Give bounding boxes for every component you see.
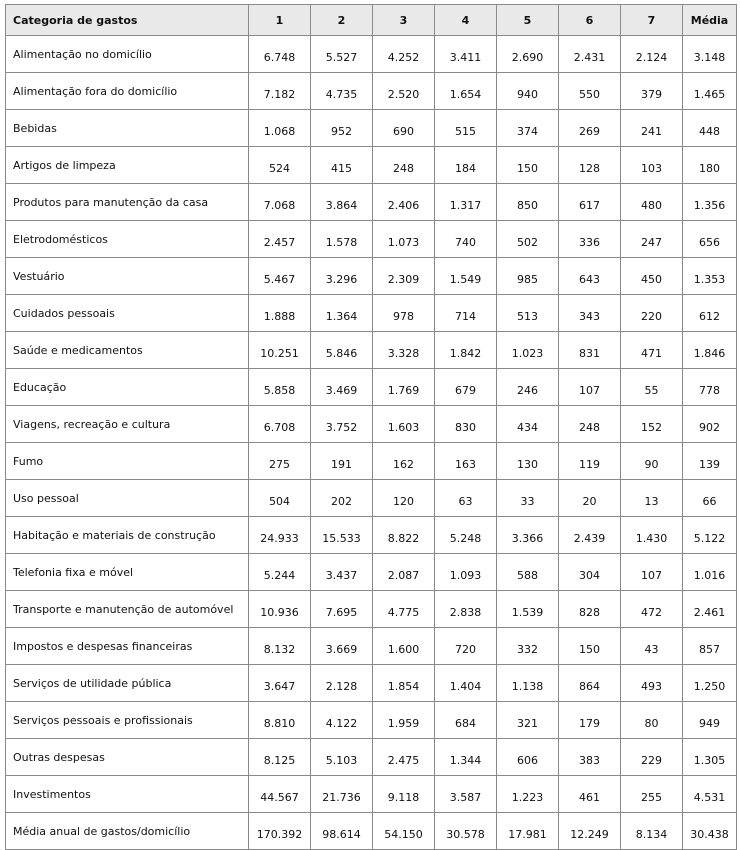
value-cell: 588: [497, 554, 559, 591]
category-cell: Serviços pessoais e profissionais: [6, 702, 249, 739]
table-row: [6, 332, 737, 369]
value-cell: 7.068: [249, 184, 311, 221]
column-header-group-1: 1: [249, 5, 311, 36]
value-cell: 940: [497, 73, 559, 110]
value-cell: 33: [497, 480, 559, 517]
value-cell: 3.437: [311, 554, 373, 591]
value-cell: 524: [249, 147, 311, 184]
category-cell: Outras despesas: [6, 739, 249, 776]
value-cell: 5.467: [249, 258, 311, 295]
value-cell: 30.438: [683, 813, 737, 850]
value-cell: 98.614: [311, 813, 373, 850]
value-cell: 90: [621, 443, 683, 480]
table-row: [6, 221, 737, 258]
value-cell: 107: [559, 369, 621, 406]
value-cell: 1.068: [249, 110, 311, 147]
value-cell: 6.748: [249, 36, 311, 73]
value-cell: 8.132: [249, 628, 311, 665]
value-cell: 1.138: [497, 665, 559, 702]
value-cell: 720: [435, 628, 497, 665]
value-cell: 1.842: [435, 332, 497, 369]
value-cell: 550: [559, 73, 621, 110]
value-cell: 1.430: [621, 517, 683, 554]
value-cell: 229: [621, 739, 683, 776]
value-cell: 12.249: [559, 813, 621, 850]
value-cell: 434: [497, 406, 559, 443]
value-cell: 513: [497, 295, 559, 332]
category-cell: Saúde e medicamentos: [6, 332, 249, 369]
category-cell: Investimentos: [6, 776, 249, 813]
value-cell: 269: [559, 110, 621, 147]
category-cell: Eletrodomésticos: [6, 221, 249, 258]
value-cell: 184: [435, 147, 497, 184]
value-cell: 1.888: [249, 295, 311, 332]
value-cell: 5.858: [249, 369, 311, 406]
value-cell: 275: [249, 443, 311, 480]
category-cell: Alimentação no domicílio: [6, 36, 249, 73]
column-header-group-7: 7: [621, 5, 683, 36]
value-cell: 1.344: [435, 739, 497, 776]
table-row: [6, 776, 737, 813]
value-cell: 4.252: [373, 36, 435, 73]
category-cell: Telefonia fixa e móvel: [6, 554, 249, 591]
value-cell: 8.134: [621, 813, 683, 850]
value-cell: 448: [683, 110, 737, 147]
value-cell: 415: [311, 147, 373, 184]
value-cell: 20: [559, 480, 621, 517]
column-header-group-6: 6: [559, 5, 621, 36]
value-cell: 2.406: [373, 184, 435, 221]
value-cell: 139: [683, 443, 737, 480]
table-row: [6, 258, 737, 295]
value-cell: 66: [683, 480, 737, 517]
value-cell: 1.250: [683, 665, 737, 702]
value-cell: 2.461: [683, 591, 737, 628]
category-cell: Fumo: [6, 443, 249, 480]
value-cell: 714: [435, 295, 497, 332]
value-cell: 480: [621, 184, 683, 221]
table-row: [6, 110, 737, 147]
value-cell: 1.023: [497, 332, 559, 369]
value-cell: 1.073: [373, 221, 435, 258]
value-cell: 4.775: [373, 591, 435, 628]
value-cell: 152: [621, 406, 683, 443]
value-cell: 170.392: [249, 813, 311, 850]
value-cell: 3.647: [249, 665, 311, 702]
value-cell: 3.148: [683, 36, 737, 73]
value-cell: 150: [559, 628, 621, 665]
value-cell: 13: [621, 480, 683, 517]
value-cell: 617: [559, 184, 621, 221]
value-cell: 1.093: [435, 554, 497, 591]
value-cell: 2.309: [373, 258, 435, 295]
column-header-group-3: 3: [373, 5, 435, 36]
value-cell: 304: [559, 554, 621, 591]
value-cell: 321: [497, 702, 559, 739]
category-cell: Educação: [6, 369, 249, 406]
value-cell: 9.118: [373, 776, 435, 813]
table-row: [6, 406, 737, 443]
column-header-group-4: 4: [435, 5, 497, 36]
value-cell: 1.578: [311, 221, 373, 258]
value-cell: 5.122: [683, 517, 737, 554]
value-cell: 7.695: [311, 591, 373, 628]
value-cell: 10.251: [249, 332, 311, 369]
value-cell: 4.531: [683, 776, 737, 813]
table-row-total: [6, 813, 737, 850]
value-cell: 2.128: [311, 665, 373, 702]
value-cell: 985: [497, 258, 559, 295]
column-header-group-2: 2: [311, 5, 373, 36]
category-cell: Bebidas: [6, 110, 249, 147]
value-cell: 1.016: [683, 554, 737, 591]
value-cell: 54.150: [373, 813, 435, 850]
value-cell: 1.539: [497, 591, 559, 628]
value-cell: 1.353: [683, 258, 737, 295]
value-cell: 472: [621, 591, 683, 628]
value-cell: 7.182: [249, 73, 311, 110]
table-row: [6, 184, 737, 221]
value-cell: 246: [497, 369, 559, 406]
value-cell: 248: [373, 147, 435, 184]
value-cell: 2.457: [249, 221, 311, 258]
value-cell: 850: [497, 184, 559, 221]
value-cell: 130: [497, 443, 559, 480]
value-cell: 902: [683, 406, 737, 443]
value-cell: 2.124: [621, 36, 683, 73]
table-row: [6, 480, 737, 517]
value-cell: 493: [621, 665, 683, 702]
value-cell: 379: [621, 73, 683, 110]
value-cell: 450: [621, 258, 683, 295]
value-cell: 163: [435, 443, 497, 480]
value-cell: 949: [683, 702, 737, 739]
value-cell: 612: [683, 295, 737, 332]
table-row: [6, 443, 737, 480]
value-cell: 103: [621, 147, 683, 184]
value-cell: 241: [621, 110, 683, 147]
value-cell: 6.708: [249, 406, 311, 443]
value-cell: 179: [559, 702, 621, 739]
value-cell: 3.328: [373, 332, 435, 369]
value-cell: 1.854: [373, 665, 435, 702]
value-cell: 5.527: [311, 36, 373, 73]
value-cell: 4.122: [311, 702, 373, 739]
value-cell: 1.364: [311, 295, 373, 332]
value-cell: 191: [311, 443, 373, 480]
table-row: [6, 36, 737, 73]
value-cell: 857: [683, 628, 737, 665]
value-cell: 1.305: [683, 739, 737, 776]
category-cell: Habitação e materiais de construção: [6, 517, 249, 554]
value-cell: 864: [559, 665, 621, 702]
value-cell: 3.366: [497, 517, 559, 554]
value-cell: 656: [683, 221, 737, 258]
value-cell: 4.735: [311, 73, 373, 110]
table-row: [6, 702, 737, 739]
value-cell: 952: [311, 110, 373, 147]
value-cell: 3.669: [311, 628, 373, 665]
value-cell: 606: [497, 739, 559, 776]
value-cell: 1.654: [435, 73, 497, 110]
value-cell: 128: [559, 147, 621, 184]
value-cell: 8.810: [249, 702, 311, 739]
value-cell: 107: [621, 554, 683, 591]
value-cell: 119: [559, 443, 621, 480]
value-cell: 2.087: [373, 554, 435, 591]
value-cell: 220: [621, 295, 683, 332]
value-cell: 830: [435, 406, 497, 443]
value-cell: 5.248: [435, 517, 497, 554]
value-cell: 43: [621, 628, 683, 665]
table-row: [6, 554, 737, 591]
value-cell: 8.822: [373, 517, 435, 554]
value-cell: 383: [559, 739, 621, 776]
value-cell: 3.587: [435, 776, 497, 813]
value-cell: 5.244: [249, 554, 311, 591]
value-cell: 831: [559, 332, 621, 369]
expenses-table: [5, 4, 737, 850]
value-cell: 24.933: [249, 517, 311, 554]
value-cell: 120: [373, 480, 435, 517]
value-cell: 248: [559, 406, 621, 443]
value-cell: 2.431: [559, 36, 621, 73]
value-cell: 55: [621, 369, 683, 406]
value-cell: 978: [373, 295, 435, 332]
value-cell: 471: [621, 332, 683, 369]
category-cell: Vestuário: [6, 258, 249, 295]
value-cell: 1.769: [373, 369, 435, 406]
value-cell: 255: [621, 776, 683, 813]
table-row: [6, 147, 737, 184]
value-cell: 5.103: [311, 739, 373, 776]
table-row: [6, 369, 737, 406]
value-cell: 461: [559, 776, 621, 813]
value-cell: 63: [435, 480, 497, 517]
value-cell: 2.475: [373, 739, 435, 776]
table-row: [6, 739, 737, 776]
category-cell: Artigos de limpeza: [6, 147, 249, 184]
table-row: [6, 665, 737, 702]
value-cell: 21.736: [311, 776, 373, 813]
value-cell: 3.864: [311, 184, 373, 221]
value-cell: 15.533: [311, 517, 373, 554]
value-cell: 2.439: [559, 517, 621, 554]
value-cell: 30.578: [435, 813, 497, 850]
category-cell: Viagens, recreação e cultura: [6, 406, 249, 443]
expenses-table-container: [5, 4, 736, 850]
value-cell: 374: [497, 110, 559, 147]
value-cell: 3.469: [311, 369, 373, 406]
value-cell: 80: [621, 702, 683, 739]
value-cell: 3.411: [435, 36, 497, 73]
value-cell: 3.752: [311, 406, 373, 443]
value-cell: 17.981: [497, 813, 559, 850]
category-cell: Cuidados pessoais: [6, 295, 249, 332]
table-row: [6, 591, 737, 628]
value-cell: 778: [683, 369, 737, 406]
value-cell: 3.296: [311, 258, 373, 295]
value-cell: 1.846: [683, 332, 737, 369]
category-cell: Serviços de utilidade pública: [6, 665, 249, 702]
value-cell: 1.465: [683, 73, 737, 110]
value-cell: 1.356: [683, 184, 737, 221]
value-cell: 202: [311, 480, 373, 517]
value-cell: 828: [559, 591, 621, 628]
value-cell: 180: [683, 147, 737, 184]
category-cell: Alimentação fora do domicílio: [6, 73, 249, 110]
value-cell: 2.520: [373, 73, 435, 110]
table-row: [6, 295, 737, 332]
table-row: [6, 73, 737, 110]
table-header-row: [6, 5, 737, 36]
value-cell: 44.567: [249, 776, 311, 813]
value-cell: 504: [249, 480, 311, 517]
table-row: [6, 517, 737, 554]
table-row: [6, 628, 737, 665]
value-cell: 740: [435, 221, 497, 258]
table-body: [6, 36, 737, 850]
value-cell: 1.317: [435, 184, 497, 221]
category-cell: Uso pessoal: [6, 480, 249, 517]
value-cell: 1.223: [497, 776, 559, 813]
column-header-group-5: 5: [497, 5, 559, 36]
value-cell: 343: [559, 295, 621, 332]
value-cell: 10.936: [249, 591, 311, 628]
value-cell: 1.959: [373, 702, 435, 739]
value-cell: 1.600: [373, 628, 435, 665]
value-cell: 332: [497, 628, 559, 665]
value-cell: 1.549: [435, 258, 497, 295]
value-cell: 150: [497, 147, 559, 184]
value-cell: 162: [373, 443, 435, 480]
value-cell: 1.603: [373, 406, 435, 443]
value-cell: 515: [435, 110, 497, 147]
value-cell: 247: [621, 221, 683, 258]
column-header-category: Categoria de gastos: [6, 5, 249, 36]
value-cell: 502: [497, 221, 559, 258]
value-cell: 8.125: [249, 739, 311, 776]
category-cell: Impostos e despesas financeiras: [6, 628, 249, 665]
value-cell: 2.838: [435, 591, 497, 628]
category-cell: Média anual de gastos/domicílio: [6, 813, 249, 850]
value-cell: 643: [559, 258, 621, 295]
value-cell: 679: [435, 369, 497, 406]
column-header-media: Média: [683, 5, 737, 36]
value-cell: 5.846: [311, 332, 373, 369]
value-cell: 690: [373, 110, 435, 147]
category-cell: Produtos para manutenção da casa: [6, 184, 249, 221]
value-cell: 1.404: [435, 665, 497, 702]
category-cell: Transporte e manutenção de automóvel: [6, 591, 249, 628]
value-cell: 2.690: [497, 36, 559, 73]
value-cell: 684: [435, 702, 497, 739]
value-cell: 336: [559, 221, 621, 258]
